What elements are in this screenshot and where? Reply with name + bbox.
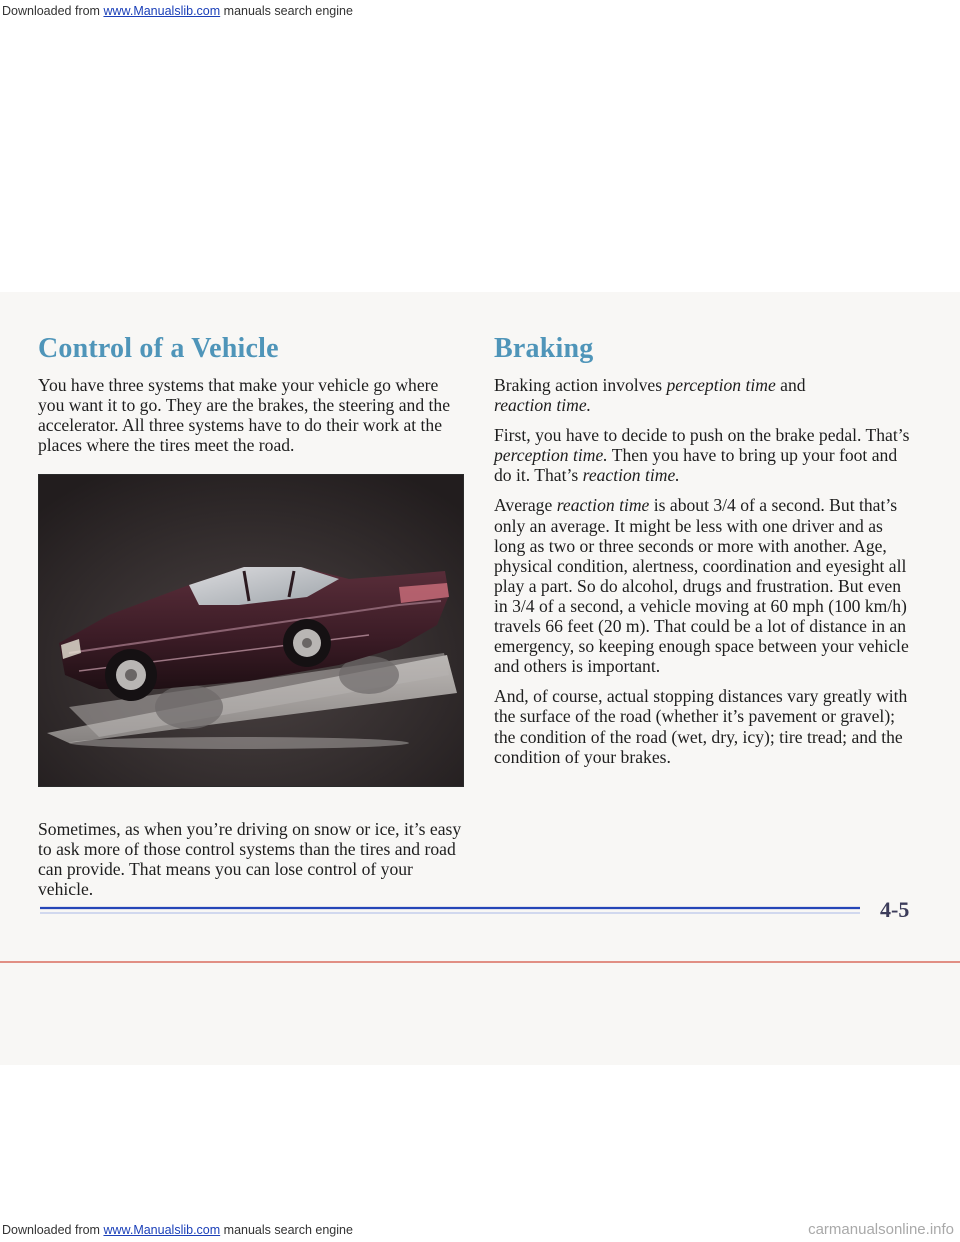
rule-lines [0,897,960,919]
manual-page [0,292,960,1065]
control-paragraph: You have three systems that make your vehicle go where you want it to go. They are the brakes, the steering and the accelerator. All three systems have to do their work at the places where the tires meet the road. [38,375,451,456]
banner-suffix: manuals search engine [223,4,353,18]
vehicle-photo [38,474,464,787]
page-rule [0,897,960,919]
left-column [38,332,463,787]
control-heading: Control of a Vehicle [38,333,279,364]
footer-watermark: carmanualsonline.info [808,1221,954,1238]
braking-intro-paragraph: Braking action involves perception time and reaction time. [494,375,806,416]
page-number: 4-5 [880,897,910,922]
car-on-platform-illustration [39,475,463,786]
manualslib-link[interactable]: www.Manualslib.com [103,4,221,18]
snow-ice-paragraph: Sometimes, as when you’re driving on snow or ice, it’s easy to ask more of those control systems than the tires and road can provide. That means you can lose control of your vehicle. [38,819,462,900]
stopping-distance-paragraph: And, of course, actual stopping distances vary greatly with the surface of the road (whether it’s pavement or gravel); the condition of the road (wet, dry, icy); tire tread; and the condition of your brakes. [494,686,908,767]
right-column [494,332,914,777]
download-banner [0,0,960,22]
braking-heading: Braking [494,333,594,364]
reaction-time-paragraph: Average reaction time is about 3/4 of a second. But that’s only an average. It might be less with one driver and as long as two or three seconds or more with another. Age, physical condition, alertness, coordination and eyesight all play a part. So do alcohol, drugs and frustration. But even in 3/4 of a second, a vehicle moving at 60 mph (100 km/h) travels 66 feet (20 m). That could be a lot of distance in an emergency, so keeping enough space between your vehicle and others is important. [494,495,909,677]
perception-paragraph: First, you have to decide to push on the brake pedal. That’s perception time. Then you have to bring up your foot and do it. That’s reaction time. [494,425,910,486]
footer-manualslib-link[interactable]: www.Manualslib.com [103,1223,221,1237]
left-column-bottom [38,819,463,909]
footer-download-text: Downloaded from www.Manualslib.com manuals search engine [2,1223,353,1237]
footer-banner [0,1218,960,1242]
banner-prefix: Downloaded from [2,4,100,18]
red-bottom-line [0,960,960,964]
